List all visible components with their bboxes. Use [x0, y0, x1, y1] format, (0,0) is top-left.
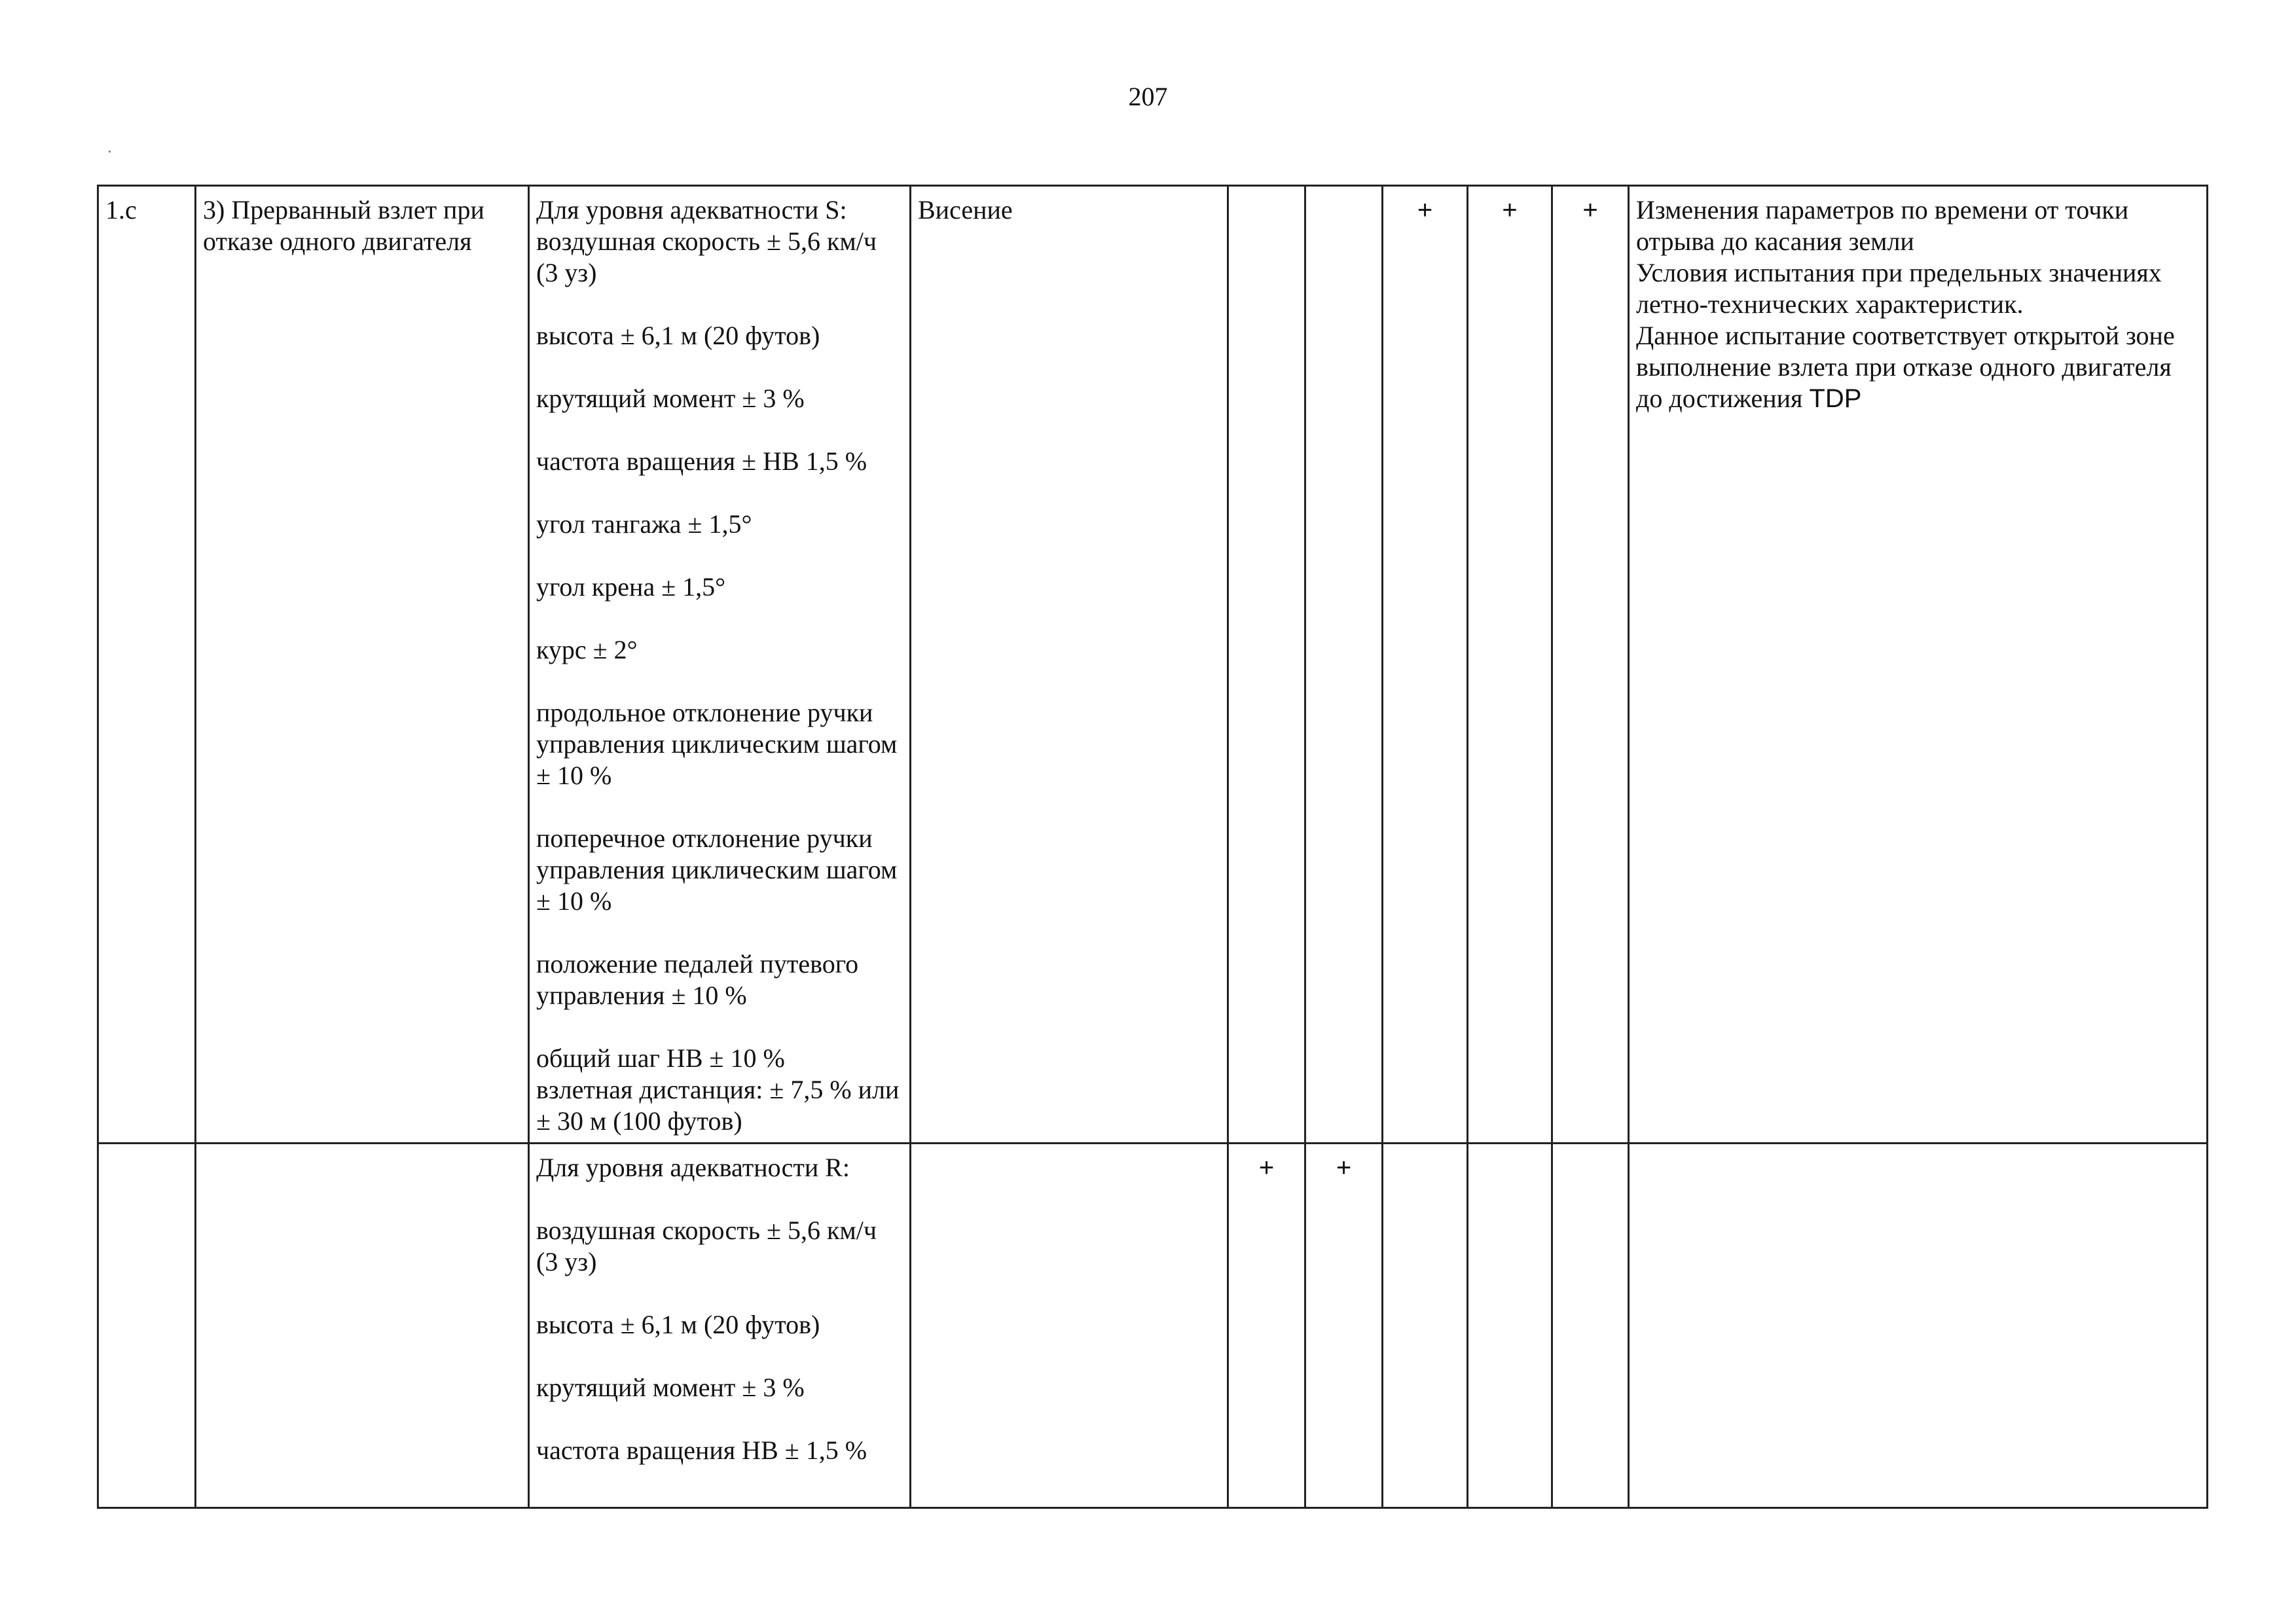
tolerance-item: продольное отклонение ручки управления циклическим шагом ± 10 % — [536, 698, 898, 790]
remark-abbreviation: TDP — [1809, 384, 1862, 413]
applicability-mark — [1468, 1144, 1552, 1508]
tolerance-item: взлетная дистанция: ± 7,5 % или ± 30 м (100 футов) — [536, 1075, 900, 1136]
applicability-mark — [1383, 1144, 1468, 1508]
table-row — [98, 186, 2208, 1144]
page-number: 207 — [1128, 82, 1168, 111]
tolerance-item: воздушная скорость ± 5,6 км/ч (3 уз) — [536, 1216, 877, 1276]
applicability-mark: + — [1305, 1144, 1383, 1508]
tolerance-item: частота вращения НВ ± 1,5 % — [536, 1435, 867, 1465]
flight-condition-cell — [911, 1144, 1228, 1508]
remark-line: Условия испытания при предельных значениях летно-технических характеристик. — [1636, 258, 2162, 319]
applicability-mark: + — [1228, 1144, 1305, 1508]
item-number-cell — [98, 1144, 196, 1508]
flight-condition-cell: Висение — [911, 186, 1228, 1144]
table-row — [98, 1144, 2208, 1508]
tolerance-item: общий шаг НВ ± 10 % — [536, 1043, 785, 1073]
tolerance-item: высота ± 6,1 м (20 футов) — [536, 1310, 820, 1339]
applicability-mark — [1228, 186, 1305, 1144]
applicability-mark: + — [1552, 186, 1629, 1144]
remarks-cell — [1629, 1144, 2208, 1508]
tolerance-header: Для уровня адекватности S: — [536, 195, 847, 225]
tolerance-header: Для уровня адекватности R: — [536, 1153, 850, 1182]
tolerance-item: частота вращения ± НВ 1,5 % — [536, 446, 867, 476]
tolerance-cell — [529, 1144, 911, 1508]
applicability-mark — [1552, 1144, 1629, 1508]
test-name-cell — [196, 1144, 529, 1508]
tolerance-item: угол крена ± 1,5° — [536, 572, 726, 602]
applicability-mark: + — [1383, 186, 1468, 1144]
tolerance-item: высота ± 6,1 м (20 футов) — [536, 321, 820, 350]
tolerance-cell — [529, 186, 911, 1144]
scan-speck — [109, 151, 111, 153]
tolerance-item: угол тангажа ± 1,5° — [536, 509, 752, 539]
tolerance-item: положение педалей путевого управления ± 10 % — [536, 949, 859, 1010]
tolerance-item: поперечное отклонение ручки управления циклическим шагом ± 10 % — [536, 823, 898, 916]
remark-line: Изменения параметров по времени от точки отрыва до касания земли — [1636, 195, 2129, 256]
applicability-mark — [1305, 186, 1383, 1144]
tolerance-item: крутящий момент ± 3 % — [536, 1373, 805, 1402]
remarks-cell — [1629, 186, 2208, 1144]
item-number-cell: 1.c — [98, 186, 196, 1144]
tolerance-item: курс ± 2° — [536, 635, 638, 664]
tolerance-item: воздушная скорость ± 5,6 км/ч (3 уз) — [536, 226, 877, 287]
test-name-cell: 3) Прерванный взлет при отказе одного двигателя — [196, 186, 529, 1144]
requirements-table — [97, 185, 2208, 1509]
tolerance-item: крутящий момент ± 3 % — [536, 384, 805, 413]
applicability-mark: + — [1468, 186, 1552, 1144]
remark-line: Данное испытание соответствует открытой зоне выполнение взлета при отказе одного двигателя до достижения — [1636, 321, 2175, 413]
